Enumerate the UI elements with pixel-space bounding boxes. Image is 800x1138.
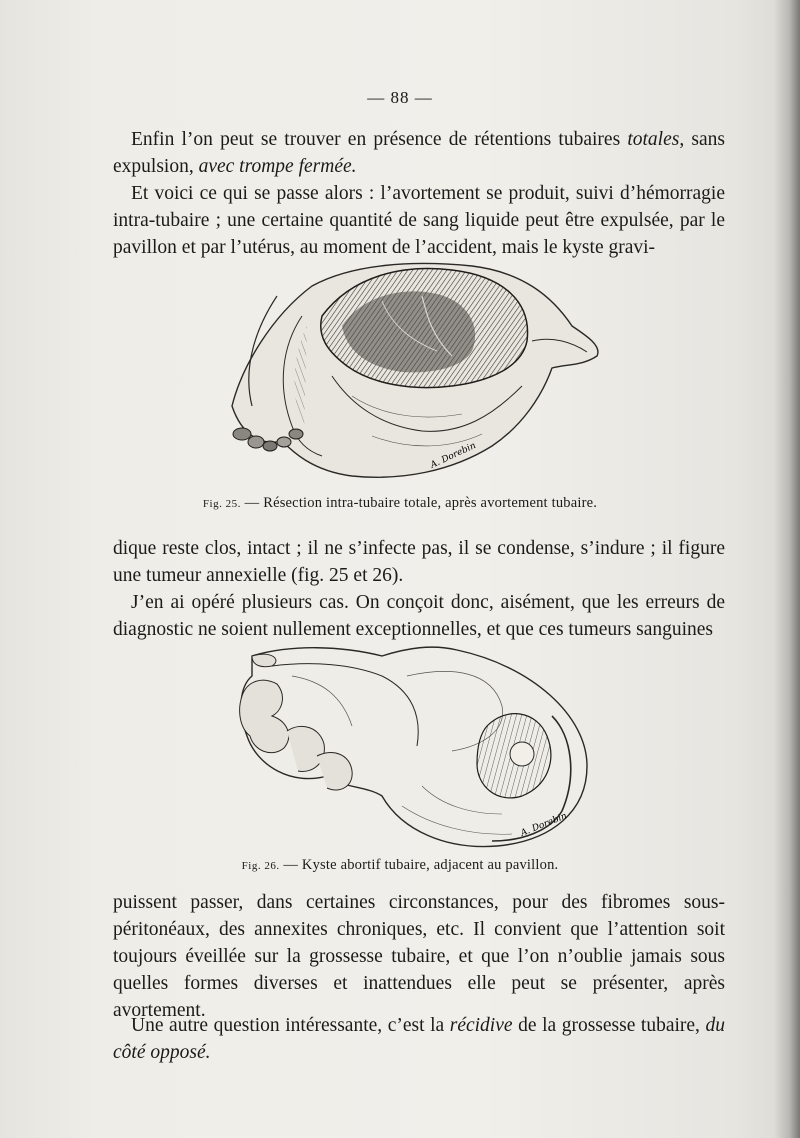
paragraph-2 bbox=[113, 180, 725, 261]
figure-26-label: Fig. 26. bbox=[241, 860, 280, 872]
page-number: — 88 — bbox=[367, 88, 433, 107]
paragraph-6-text-c: de la grossesse tubaire, bbox=[512, 1015, 706, 1036]
paragraph-6-italic-recidive: récidive bbox=[449, 1015, 513, 1036]
paragraph-4 bbox=[113, 589, 725, 643]
paragraph-1-italic-totales: totales bbox=[627, 129, 680, 150]
figure-25-caption bbox=[0, 495, 800, 512]
figure-25-label: Fig. 25. bbox=[202, 498, 241, 510]
figure-25-caption-text: — Résection intra-tubaire totale, après avortement tubaire. bbox=[240, 495, 598, 511]
paragraph-1 bbox=[113, 126, 725, 180]
figure-25-signature: A. Dorebin bbox=[429, 440, 478, 471]
figure-26-caption bbox=[0, 857, 800, 874]
paragraph-1-italic-trompe: avec trompe fermée. bbox=[198, 156, 357, 177]
paragraph-3 bbox=[113, 535, 725, 589]
figure-25-illustration bbox=[222, 256, 606, 488]
paragraph-4-text: J’en ai opéré plusieurs cas. On conçoit donc, aisément, que les erreurs de diagnostic ne soient nullement exceptionnelles, et que ces tumeurs sanguines bbox=[113, 592, 725, 640]
paragraph-5-text: puissent passer, dans certaines circonstances, pour des fibromes sous-péritonéaux, des annexites chroniques, etc. Il convient que l’attention soit toujours éveillée sur la grossesse tubaire, et que l’on n’oublie jamais sous quelles formes diverses et inattendues elle peut se présenter, après avortement. bbox=[113, 892, 725, 1021]
paragraph-2-text: Et voici ce qui se passe alors : l’avortement se produit, suivi d’hémorragie intra-tubaire ; une certaine quantité de sang liquide peut être expulsée, par le pavillon et par l’utérus, au moment de l’accident, mais le kyste gravi- bbox=[113, 183, 725, 258]
paragraph-1-text-a: Enfin l’on peut se trouver en présence de rétentions tubaires bbox=[131, 129, 628, 150]
paragraph-3-text: dique reste clos, intact ; il ne s’infecte pas, il se condense, s’indure ; il figure une tumeur annexielle (fig. 25 et 26). bbox=[113, 538, 725, 586]
page-edge-shadow bbox=[774, 0, 800, 1138]
paragraph-1-text-c: , sans expulsion, bbox=[113, 129, 725, 177]
figure-26-caption-text: — Kyste abortif tubaire, adjacent au pavillon. bbox=[279, 857, 559, 873]
paragraph-6-italic-cote: du côté opposé. bbox=[113, 1015, 726, 1063]
figure-26-signature: A. Dorebin bbox=[519, 811, 569, 839]
figure-26-illustration bbox=[232, 636, 597, 852]
paragraph-5 bbox=[113, 889, 725, 1024]
paragraph-6-text-a: Une autre question intéressante, c’est la bbox=[131, 1015, 450, 1036]
paragraph-6 bbox=[113, 1012, 725, 1066]
